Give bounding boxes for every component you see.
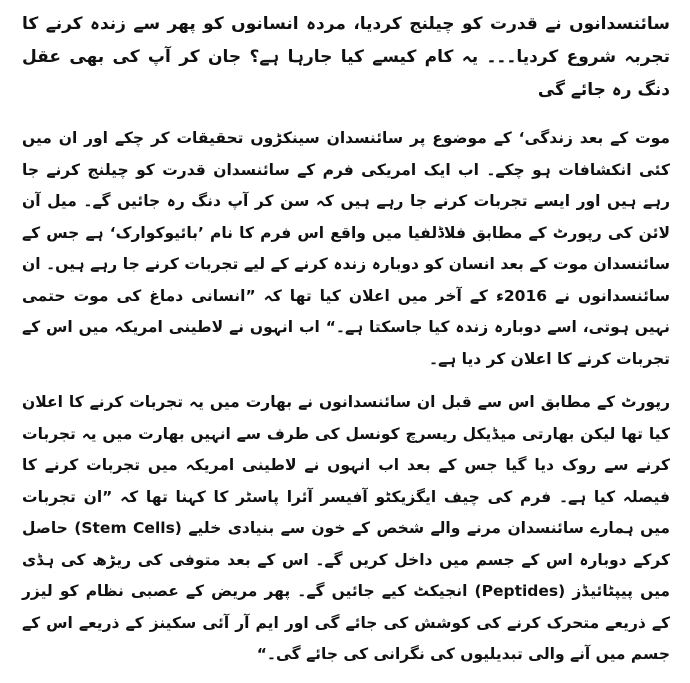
article-paragraph-2: رپورٹ کے مطابق اس سے قبل ان سائنسدانوں نے بھارت میں یہ تجربات کرنے کا اعلان کیا تھا لیکن بھارتی میڈیکل ریسرچ کونسل کی طرف سے انہیں بھارت میں یہ تجربات کرنے سے روک دیا گیا جس کے بعد اب انہوں نے لاطینی امریکہ میں تجربات کرنے کا فیصلہ کیا ہے۔ فرم کی چیف ایگزیکٹو آفیسر آئرا پاسٹر کا کہنا تھا کہ ”ان تجربات میں ہمارے سائنسدان مرنے والے شخص کے خون سے بنیادی خلیے (Stem Cells) حاصل کرکے دوبارہ اس کے جسم میں داخل کریں گے۔ اس کے بعد متوفی کی ریڑھ کی ہڈی میں پیپٹائیڈز (Peptides) انجیکٹ کیے جائیں گے۔ پھر مریض کے عصبی نظام کو لیزر کے ذریعے متحرک کرنے کی کوشش کی جائے گی اور ایم آر آئی سکینز کے ذریعے اس کے جسم میں آنے والی تبدیلیوں کی نگرانی کی جائے گی۔“ [22,393,671,663]
news-article [22,8,670,683]
article-paragraph-1: موت کے بعد زندگی‘ کے موضوع پر سائنسدان سینکڑوں تحقیقات کر چکے اور ان میں کئی انکشافات ہو چکے۔ اب ایک امریکی فرم کے سائنسدان قدرت کو چیلنج کرنے جا رہے ہیں اور ایسے تجربات کرنے جا رہے ہیں کہ سن کر آپ دنگ رہ جائیں گے۔ میل آن لائن کی رپورٹ کے مطابق فلاڈلفیا میں واقع اس فرم کا نام ’بائیوکوارک‘ ہے جس کے سائنسدان موت کے بعد انسان کو دوبارہ زندہ کرنے کے لیے تجربات کرنے جا رہے ہیں۔ ان سائنسدانوں نے 2016ء کے آخر میں اعلان کیا تھا کہ ”انسانی دماغ کی موت حتمی نہیں ہوتی، اسے دوبارہ زندہ کیا جاسکتا ہے۔“ اب انہوں نے لاطینی امریکہ میں اس کے تجربات کرنے کا اعلان کر دیا ہے۔ [22,129,670,368]
article-headline: سائنسدانوں نے قدرت کو چیلنج کردیا، مردہ انسانوں کو پھر سے زندہ کرنے کا تجربہ شروع کردیا۔۔۔ یہ کام کیسے کیا جارہا ہے؟ جان کر آپ کی بھی عقل دنگ رہ جائے گی [22,14,670,100]
